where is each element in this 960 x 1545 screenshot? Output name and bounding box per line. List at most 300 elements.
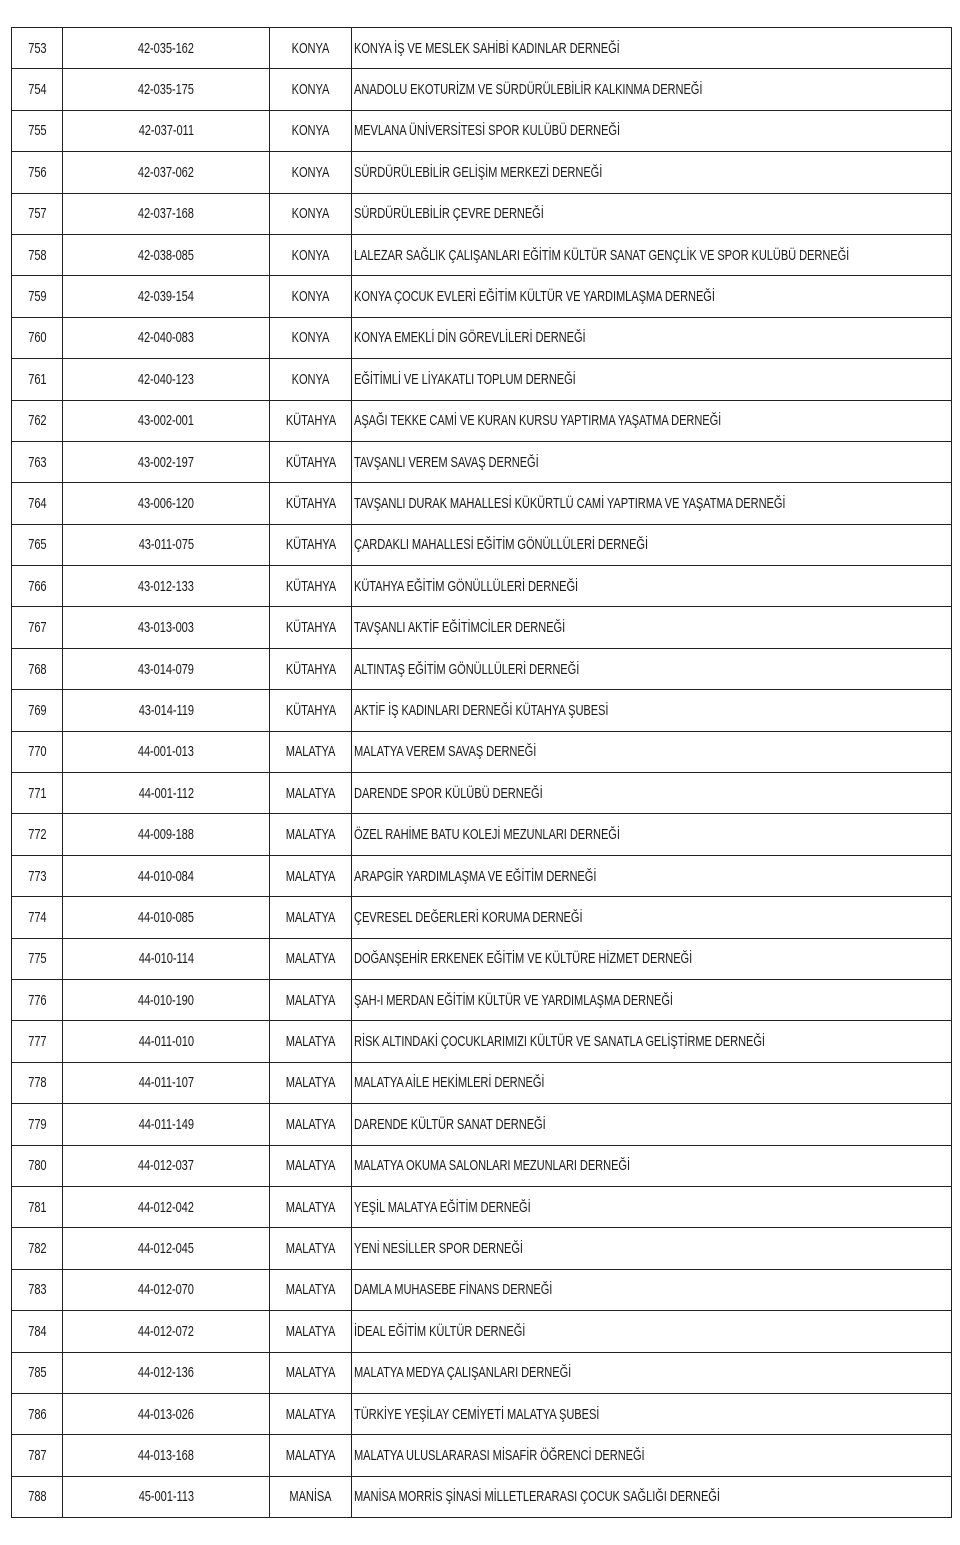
city-text: MALATYA xyxy=(285,908,336,926)
association-name-text: MALATYA OKUMA SALONLARI MEZUNLARI DERNEĞİ xyxy=(354,1157,630,1175)
city-cell xyxy=(270,69,352,110)
city-text: KONYA xyxy=(291,246,330,264)
city-cell xyxy=(270,524,352,565)
row-number-text: 761 xyxy=(27,370,47,388)
registry-code-text: 43-002-001 xyxy=(137,412,195,430)
table-row xyxy=(12,152,952,193)
city-cell xyxy=(270,690,352,731)
association-name-text: SÜRDÜRÜLEBİLİR ÇEVRE DERNEĞİ xyxy=(354,205,544,223)
table-row xyxy=(12,110,952,151)
row-number-cell xyxy=(12,1476,63,1517)
row-number-cell xyxy=(12,1311,63,1352)
row-number-cell xyxy=(12,1228,63,1269)
row-number-cell xyxy=(12,317,63,358)
city-text: MANİSA xyxy=(289,1488,332,1506)
association-name-cell xyxy=(352,1393,952,1434)
table-row xyxy=(12,234,952,275)
city-text: MALATYA xyxy=(285,1364,336,1382)
table-row xyxy=(12,69,952,110)
city-text: MALATYA xyxy=(285,1281,336,1299)
association-name-text: MALATYA MEDYA ÇALIŞANLARI DERNEĞİ xyxy=(354,1364,572,1382)
association-name-text: YEŞİL MALATYA EĞİTİM DERNEĞİ xyxy=(354,1198,531,1216)
city-cell xyxy=(270,110,352,151)
city-cell xyxy=(270,1393,352,1434)
row-number-cell xyxy=(12,1269,63,1310)
table-row xyxy=(12,566,952,607)
association-name-text: KONYA İŞ VE MESLEK SAHİBİ KADINLAR DERNEĞİ xyxy=(354,39,620,57)
row-number-cell xyxy=(12,359,63,400)
registry-code-cell xyxy=(63,855,270,896)
registry-code-cell xyxy=(63,317,270,358)
registry-code-cell xyxy=(63,276,270,317)
registry-code-cell xyxy=(63,1186,270,1227)
association-name-text: MALATYA AİLE HEKİMLERİ DERNEĞİ xyxy=(354,1074,545,1092)
association-name-cell xyxy=(352,524,952,565)
association-name-text: AKTİF İŞ KADINLARI DERNEĞİ KÜTAHYA ŞUBESİ xyxy=(354,701,609,719)
registry-code-text: 42-040-083 xyxy=(137,329,195,347)
city-cell xyxy=(270,441,352,482)
row-number-cell xyxy=(12,110,63,151)
association-name-cell xyxy=(352,773,952,814)
registry-code-text: 44-012-136 xyxy=(137,1364,195,1382)
row-number-cell xyxy=(12,400,63,441)
registry-code-text: 42-037-062 xyxy=(137,163,195,181)
city-cell xyxy=(270,1269,352,1310)
registry-code-cell xyxy=(63,441,270,482)
registry-code-text: 43-013-003 xyxy=(137,619,195,637)
association-name-text: MALATYA ULUSLARARASI MİSAFİR ÖĞRENCİ DERNEĞİ xyxy=(354,1446,645,1464)
registry-code-text: 43-006-120 xyxy=(137,494,195,512)
association-name-cell xyxy=(352,483,952,524)
table-row xyxy=(12,1352,952,1393)
association-name-text: DOĞANŞEHİR ERKENEK EĞİTİM VE KÜLTÜRE HİZMET DERNEĞİ xyxy=(354,950,693,968)
city-text: MALATYA xyxy=(285,1322,336,1340)
city-cell xyxy=(270,1145,352,1186)
row-number-text: 784 xyxy=(27,1322,47,1340)
row-number-text: 774 xyxy=(27,908,47,926)
table-row xyxy=(12,773,952,814)
registry-code-cell xyxy=(63,773,270,814)
row-number-cell xyxy=(12,28,63,69)
row-number-text: 767 xyxy=(27,619,47,637)
registry-code-cell xyxy=(63,524,270,565)
registry-code-text: 44-010-114 xyxy=(138,950,194,968)
table-row xyxy=(12,524,952,565)
row-number-cell xyxy=(12,897,63,938)
registry-code-cell xyxy=(63,193,270,234)
table-row xyxy=(12,1435,952,1476)
city-cell xyxy=(270,1311,352,1352)
association-name-text: ARAPGİR YARDIMLAŞMA VE EĞİTİM DERNEĞİ xyxy=(354,867,597,885)
registry-code-text: 44-011-149 xyxy=(138,1115,194,1133)
registry-code-text: 44-010-084 xyxy=(137,867,195,885)
association-name-text: DARENDE SPOR KÜLÜBÜ DERNEĞİ xyxy=(354,784,543,802)
registry-code-cell xyxy=(63,1021,270,1062)
registry-code-cell xyxy=(63,28,270,69)
row-number-text: 786 xyxy=(27,1405,47,1423)
registry-code-text: 43-014-119 xyxy=(138,701,194,719)
table-row xyxy=(12,1228,952,1269)
registry-code-text: 42-040-123 xyxy=(137,370,195,388)
registry-code-text: 44-011-107 xyxy=(138,1074,194,1092)
association-name-text: İDEAL EĞİTİM KÜLTÜR DERNEĞİ xyxy=(354,1322,526,1340)
row-number-cell xyxy=(12,938,63,979)
row-number-text: 776 xyxy=(27,991,47,1009)
table-row xyxy=(12,607,952,648)
row-number-cell xyxy=(12,276,63,317)
city-cell xyxy=(270,1186,352,1227)
association-name-cell xyxy=(352,648,952,689)
table-row xyxy=(12,359,952,400)
registry-code-cell xyxy=(63,69,270,110)
association-name-text: ÇARDAKLI MAHALLESİ EĞİTİM GÖNÜLLÜLERİ DERNEĞİ xyxy=(354,536,648,554)
association-name-text: TAVŞANLI AKTİF EĞİTİMCİLER DERNEĞİ xyxy=(354,619,566,637)
registry-code-text: 44-010-190 xyxy=(137,991,195,1009)
registry-code-cell xyxy=(63,731,270,772)
table-row xyxy=(12,400,952,441)
city-text: KONYA xyxy=(291,329,330,347)
association-name-text: ÖZEL RAHİME BATU KOLEJİ MEZUNLARI DERNEĞİ xyxy=(354,826,620,844)
row-number-cell xyxy=(12,1393,63,1434)
row-number-text: 753 xyxy=(27,39,47,57)
city-text: KONYA xyxy=(291,370,330,388)
registry-code-cell xyxy=(63,897,270,938)
row-number-text: 777 xyxy=(27,1033,47,1051)
row-number-cell xyxy=(12,1186,63,1227)
registry-code-text: 42-037-168 xyxy=(137,205,195,223)
city-text: KÜTAHYA xyxy=(285,577,336,595)
registry-code-cell xyxy=(63,483,270,524)
association-name-cell xyxy=(352,979,952,1020)
association-name-cell xyxy=(352,1311,952,1352)
association-name-text: KÜTAHYA EĞİTİM GÖNÜLLÜLERİ DERNEĞİ xyxy=(354,577,579,595)
registry-code-text: 44-012-037 xyxy=(137,1157,195,1175)
registry-code-cell xyxy=(63,110,270,151)
row-number-cell xyxy=(12,483,63,524)
row-number-text: 760 xyxy=(27,329,47,347)
row-number-text: 769 xyxy=(27,701,47,719)
registry-code-cell xyxy=(63,400,270,441)
registry-code-text: 44-012-072 xyxy=(137,1322,195,1340)
registry-code-cell xyxy=(63,648,270,689)
row-number-cell xyxy=(12,814,63,855)
association-name-cell xyxy=(352,1352,952,1393)
registry-code-text: 43-014-079 xyxy=(137,660,195,678)
registry-code-cell xyxy=(63,814,270,855)
city-text: KÜTAHYA xyxy=(285,494,336,512)
registry-code-text: 44-013-168 xyxy=(137,1446,195,1464)
row-number-cell xyxy=(12,152,63,193)
city-text: MALATYA xyxy=(285,1405,336,1423)
row-number-text: 755 xyxy=(27,122,47,140)
table-row xyxy=(12,938,952,979)
registry-code-text: 44-011-010 xyxy=(138,1033,194,1051)
registry-code-text: 44-012-070 xyxy=(137,1281,195,1299)
city-text: MALATYA xyxy=(285,784,336,802)
city-cell xyxy=(270,1435,352,1476)
row-number-text: 757 xyxy=(27,205,47,223)
registry-code-cell xyxy=(63,234,270,275)
registry-code-text: 43-011-075 xyxy=(138,536,194,554)
city-text: MALATYA xyxy=(285,743,336,761)
row-number-text: 754 xyxy=(27,81,47,99)
city-cell xyxy=(270,1228,352,1269)
association-name-text: TAVŞANLI VEREM SAVAŞ DERNEĞİ xyxy=(354,453,539,471)
registry-code-text: 44-010-085 xyxy=(137,908,195,926)
association-name-text: ANADOLU EKOTURİZM VE SÜRDÜRÜLEBİLİR KALKINMA DERNEĞİ xyxy=(354,81,703,99)
city-text: MALATYA xyxy=(285,1033,336,1051)
association-name-cell xyxy=(352,1269,952,1310)
city-cell xyxy=(270,607,352,648)
association-name-text: ÇEVRESEL DEĞERLERİ KORUMA DERNEĞİ xyxy=(354,908,583,926)
registry-code-text: 44-001-013 xyxy=(137,743,195,761)
association-name-cell xyxy=(352,1228,952,1269)
city-cell xyxy=(270,773,352,814)
registry-code-text: 45-001-113 xyxy=(138,1488,194,1506)
table-row xyxy=(12,1145,952,1186)
city-cell xyxy=(270,152,352,193)
table-row xyxy=(12,731,952,772)
table-row xyxy=(12,814,952,855)
row-number-text: 783 xyxy=(27,1281,47,1299)
table-row xyxy=(12,276,952,317)
registry-code-cell xyxy=(63,690,270,731)
city-cell xyxy=(270,317,352,358)
city-text: KONYA xyxy=(291,39,330,57)
association-name-cell xyxy=(352,110,952,151)
association-name-cell xyxy=(352,441,952,482)
city-text: MALATYA xyxy=(285,867,336,885)
row-number-cell xyxy=(12,855,63,896)
row-number-cell xyxy=(12,1062,63,1103)
city-cell xyxy=(270,1476,352,1517)
association-table-body xyxy=(12,28,952,1518)
association-name-text: MANİSA MORRİS ŞİNASİ MİLLETLERARASI ÇOCUK SAĞLIĞI DERNEĞİ xyxy=(354,1488,720,1506)
row-number-text: 780 xyxy=(27,1157,47,1175)
registry-code-cell xyxy=(63,566,270,607)
association-name-text: TAVŞANLI DURAK MAHALLESİ KÜKÜRTLÜ CAMİ YAPTIRMA VE YAŞATMA DERNEĞİ xyxy=(354,494,786,512)
registry-code-cell xyxy=(63,1393,270,1434)
registry-code-text: 42-035-162 xyxy=(137,39,195,57)
association-name-text: TÜRKİYE YEŞİLAY CEMİYETİ MALATYA ŞUBESİ xyxy=(354,1405,600,1423)
association-name-text: DARENDE KÜLTÜR SANAT DERNEĞİ xyxy=(354,1115,546,1133)
association-name-cell xyxy=(352,1104,952,1145)
city-cell xyxy=(270,566,352,607)
association-name-cell xyxy=(352,28,952,69)
association-name-text: ŞAH-I MERDAN EĞİTİM KÜLTÜR VE YARDIMLAŞMA DERNEĞİ xyxy=(354,991,673,1009)
table-row xyxy=(12,1104,952,1145)
association-name-cell xyxy=(352,897,952,938)
row-number-text: 770 xyxy=(27,743,47,761)
city-cell xyxy=(270,193,352,234)
association-name-cell xyxy=(352,276,952,317)
row-number-text: 764 xyxy=(27,494,47,512)
registry-code-cell xyxy=(63,359,270,400)
association-name-text: KONYA EMEKLİ DİN GÖREVLİLERİ DERNEĞİ xyxy=(354,329,586,347)
association-name-cell xyxy=(352,1435,952,1476)
city-cell xyxy=(270,1021,352,1062)
registry-code-text: 43-002-197 xyxy=(137,453,195,471)
association-name-cell xyxy=(352,234,952,275)
city-text: KÜTAHYA xyxy=(285,660,336,678)
association-name-text: KONYA ÇOCUK EVLERİ EĞİTİM KÜLTÜR VE YARDIMLAŞMA DERNEĞİ xyxy=(354,288,715,306)
city-text: MALATYA xyxy=(285,1157,336,1175)
row-number-cell xyxy=(12,1104,63,1145)
city-cell xyxy=(270,938,352,979)
row-number-text: 775 xyxy=(27,950,47,968)
association-table xyxy=(11,27,952,1518)
row-number-cell xyxy=(12,1021,63,1062)
association-name-cell xyxy=(352,1186,952,1227)
city-text: MALATYA xyxy=(285,1240,336,1258)
association-name-cell xyxy=(352,193,952,234)
table-row xyxy=(12,317,952,358)
city-text: MALATYA xyxy=(285,991,336,1009)
table-row xyxy=(12,1269,952,1310)
registry-code-cell xyxy=(63,1269,270,1310)
registry-code-text: 44-009-188 xyxy=(137,826,195,844)
registry-code-text: 42-038-085 xyxy=(137,246,195,264)
association-name-cell xyxy=(352,317,952,358)
city-cell xyxy=(270,234,352,275)
table-row xyxy=(12,1021,952,1062)
association-name-cell xyxy=(352,855,952,896)
table-row xyxy=(12,648,952,689)
association-name-cell xyxy=(352,814,952,855)
registry-code-text: 43-012-133 xyxy=(137,577,195,595)
row-number-cell xyxy=(12,648,63,689)
row-number-text: 766 xyxy=(27,577,47,595)
row-number-text: 756 xyxy=(27,163,47,181)
city-cell xyxy=(270,897,352,938)
row-number-text: 762 xyxy=(27,412,47,430)
registry-code-text: 44-001-112 xyxy=(138,784,194,802)
row-number-cell xyxy=(12,1352,63,1393)
association-name-cell xyxy=(352,731,952,772)
city-text: MALATYA xyxy=(285,1115,336,1133)
row-number-cell xyxy=(12,69,63,110)
association-name-cell xyxy=(352,69,952,110)
association-name-text: ALTINTAŞ EĞİTİM GÖNÜLLÜLERİ DERNEĞİ xyxy=(354,660,580,678)
city-text: KÜTAHYA xyxy=(285,536,336,554)
city-text: MALATYA xyxy=(285,1198,336,1216)
city-cell xyxy=(270,359,352,400)
association-name-cell xyxy=(352,359,952,400)
row-number-cell xyxy=(12,690,63,731)
registry-code-cell xyxy=(63,938,270,979)
registry-code-cell xyxy=(63,1476,270,1517)
row-number-cell xyxy=(12,234,63,275)
city-cell xyxy=(270,276,352,317)
row-number-text: 771 xyxy=(27,784,47,802)
table-row xyxy=(12,483,952,524)
city-cell xyxy=(270,1104,352,1145)
table-row xyxy=(12,441,952,482)
table-row xyxy=(12,855,952,896)
association-name-text: EĞİTİMLİ VE LİYAKATLI TOPLUM DERNEĞİ xyxy=(354,370,576,388)
city-cell xyxy=(270,979,352,1020)
row-number-text: 773 xyxy=(27,867,47,885)
association-name-text: MALATYA VEREM SAVAŞ DERNEĞİ xyxy=(354,743,537,761)
row-number-text: 765 xyxy=(27,536,47,554)
city-cell xyxy=(270,855,352,896)
table-row xyxy=(12,1311,952,1352)
row-number-text: 758 xyxy=(27,246,47,264)
city-text: MALATYA xyxy=(285,1446,336,1464)
association-name-cell xyxy=(352,607,952,648)
registry-code-text: 42-037-011 xyxy=(138,122,194,140)
registry-code-cell xyxy=(63,1062,270,1103)
city-cell xyxy=(270,483,352,524)
row-number-text: 759 xyxy=(27,288,47,306)
city-text: KONYA xyxy=(291,81,330,99)
association-name-text: YENİ NESİLLER SPOR DERNEĞİ xyxy=(354,1240,523,1258)
city-text: KÜTAHYA xyxy=(285,701,336,719)
association-name-cell xyxy=(352,690,952,731)
association-name-cell xyxy=(352,1062,952,1103)
association-name-cell xyxy=(352,1021,952,1062)
association-name-text: SÜRDÜRÜLEBİLİR GELİŞİM MERKEZİ DERNEĞİ xyxy=(354,163,603,181)
association-name-cell xyxy=(352,1476,952,1517)
registry-code-text: 42-035-175 xyxy=(137,81,195,99)
row-number-text: 763 xyxy=(27,453,47,471)
registry-code-cell xyxy=(63,607,270,648)
association-name-text: RİSK ALTINDAKİ ÇOCUKLARIMIZI KÜLTÜR VE SANATLA GELİŞTİRME DERNEĞİ xyxy=(354,1033,765,1051)
city-text: KÜTAHYA xyxy=(285,619,336,637)
table-row xyxy=(12,690,952,731)
row-number-cell xyxy=(12,773,63,814)
row-number-cell xyxy=(12,1435,63,1476)
association-name-cell xyxy=(352,400,952,441)
row-number-cell xyxy=(12,441,63,482)
table-row xyxy=(12,193,952,234)
city-text: KONYA xyxy=(291,163,330,181)
row-number-text: 768 xyxy=(27,660,47,678)
association-name-cell xyxy=(352,566,952,607)
row-number-text: 785 xyxy=(27,1364,47,1382)
table-row xyxy=(12,1476,952,1517)
city-text: KÜTAHYA xyxy=(285,412,336,430)
city-cell xyxy=(270,1352,352,1393)
row-number-cell xyxy=(12,193,63,234)
association-name-cell xyxy=(352,938,952,979)
city-text: MALATYA xyxy=(285,1074,336,1092)
association-name-text: AŞAĞI TEKKE CAMİ VE KURAN KURSU YAPTIRMA YAŞATMA DERNEĞİ xyxy=(354,412,722,430)
city-text: MALATYA xyxy=(285,826,336,844)
row-number-cell xyxy=(12,979,63,1020)
row-number-text: 779 xyxy=(27,1115,47,1133)
row-number-text: 781 xyxy=(27,1198,47,1216)
registry-code-cell xyxy=(63,1228,270,1269)
row-number-text: 778 xyxy=(27,1074,47,1092)
row-number-cell xyxy=(12,524,63,565)
city-text: KÜTAHYA xyxy=(285,453,336,471)
city-text: KONYA xyxy=(291,205,330,223)
association-name-text: LALEZAR SAĞLIK ÇALIŞANLARI EĞİTİM KÜLTÜR SANAT GENÇLİK VE SPOR KULÜBÜ DERNEĞİ xyxy=(354,246,850,264)
registry-code-text: 44-012-045 xyxy=(137,1240,195,1258)
row-number-cell xyxy=(12,731,63,772)
registry-code-cell xyxy=(63,1104,270,1145)
registry-code-cell xyxy=(63,1311,270,1352)
registry-code-text: 42-039-154 xyxy=(137,288,195,306)
city-text: MALATYA xyxy=(285,950,336,968)
city-cell xyxy=(270,814,352,855)
city-cell xyxy=(270,400,352,441)
city-cell xyxy=(270,731,352,772)
city-cell xyxy=(270,1062,352,1103)
table-row xyxy=(12,1186,952,1227)
row-number-text: 782 xyxy=(27,1240,47,1258)
